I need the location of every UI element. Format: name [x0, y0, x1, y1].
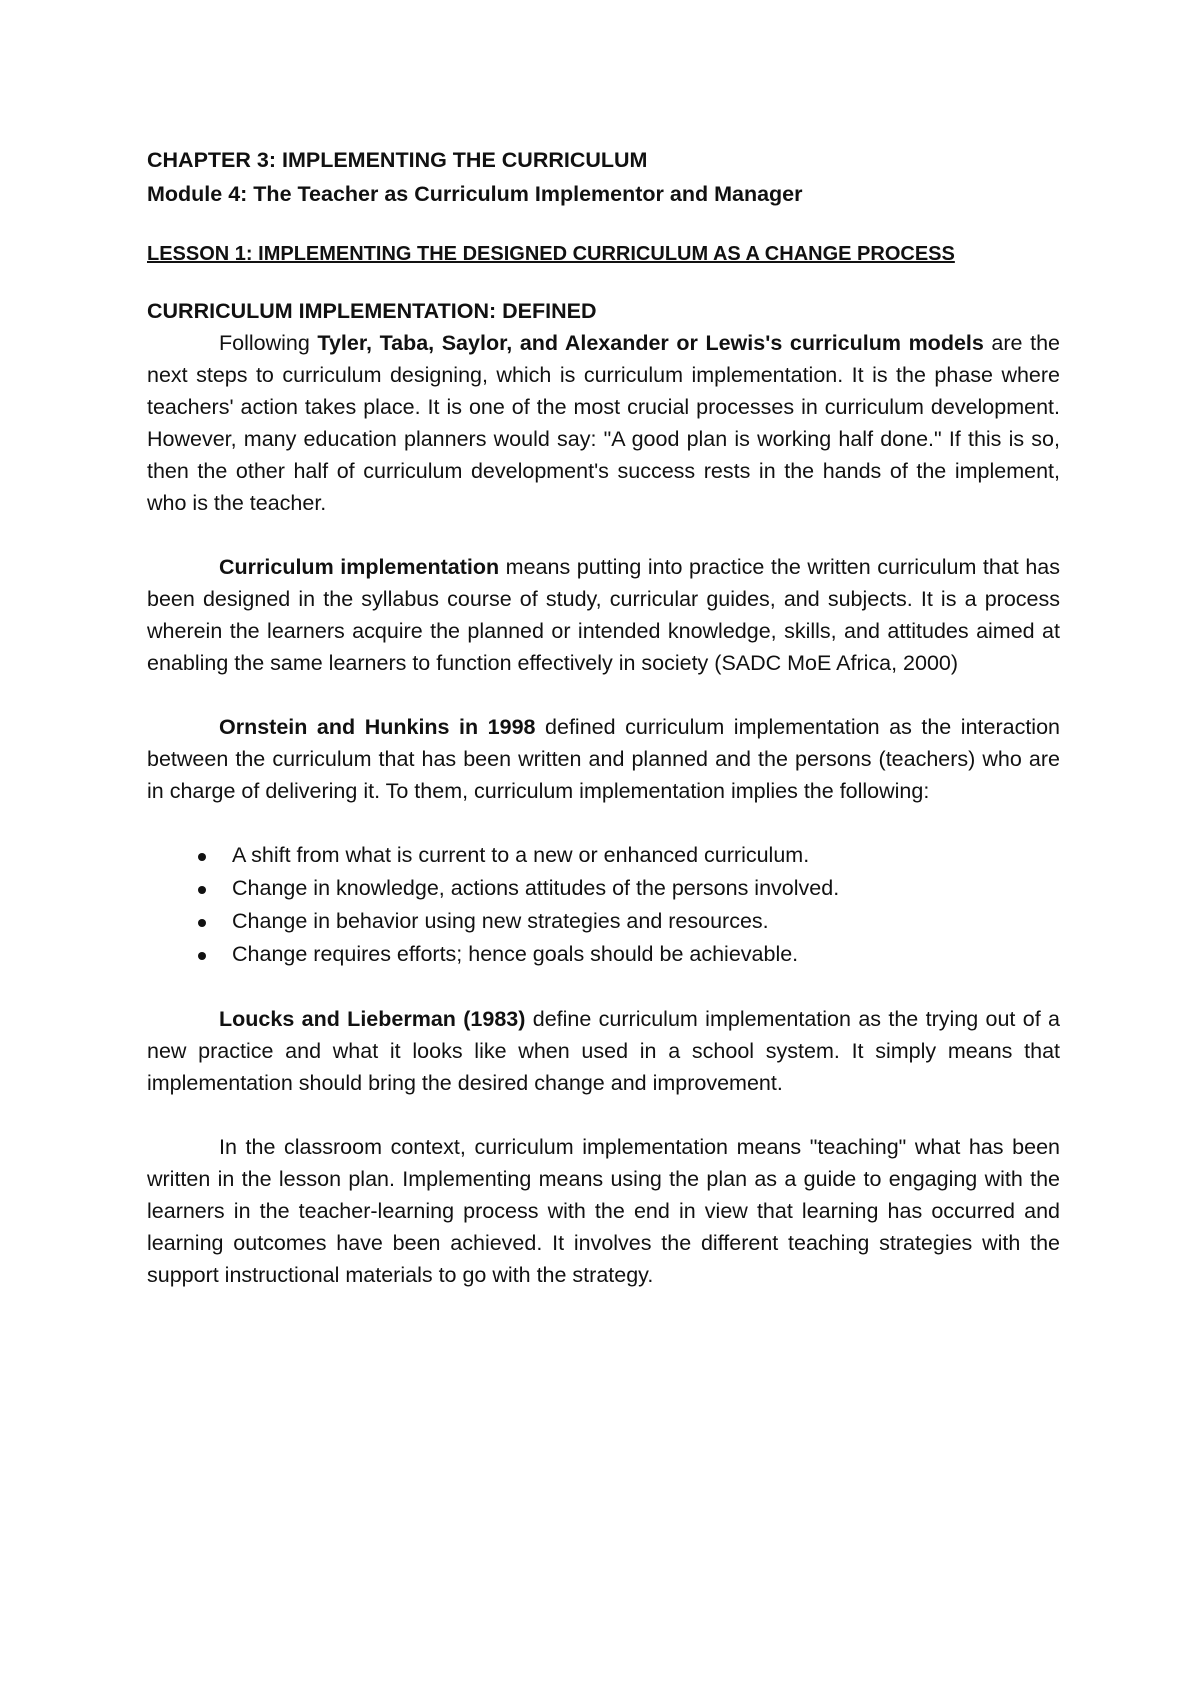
list-item-text: Change requires efforts; hence goals should be achievable. [232, 942, 799, 966]
bullet-icon [198, 952, 206, 960]
paragraph-curriculum-implementation [147, 551, 1060, 679]
list-item [232, 905, 1060, 938]
paragraph-ornstein-hunkins [147, 711, 1060, 807]
list-item-text: A shift from what is current to a new or enhanced curriculum. [232, 843, 810, 867]
paragraph-text: means putting into practice the written curriculum that has been designed in the syllabus course of study, curricular guides, and subjects. It is a process wherein the learners acquire the planned or intended knowledge, skills, and attitudes aimed at enabling the same learners to function effectively in society (SADC MoE Africa, 2000) [147, 555, 1060, 675]
paragraph-classroom-context [147, 1131, 1060, 1291]
bullet-icon [198, 919, 206, 927]
paragraph-text: are the next steps to curriculum designing, which is curriculum implementation. It is the phase where teachers' action takes place. It is one of the most crucial processes in curriculum development. However, many education planners would say: "A good plan is working half done." If this is so, then the other half of curriculum development's success rests in the hands of the implement, who is the teacher. [147, 331, 1060, 515]
list-item [232, 839, 1060, 872]
paragraph-emphasis: Tyler, Taba, Saylor, and Alexander or Lewis's curriculum models [317, 331, 984, 355]
document-page [147, 143, 1060, 1291]
implications-list [147, 839, 1060, 971]
list-item [232, 938, 1060, 971]
paragraph-emphasis: Curriculum implementation [219, 555, 500, 579]
module-title: Module 4: The Teacher as Curriculum Implementor and Manager [147, 182, 803, 206]
list-item-text: Change in knowledge, actions attitudes of the persons involved. [232, 876, 840, 900]
paragraph-text: define curriculum implementation as the trying out of a new practice and what it looks like when used in a school system. It simply means that implementation should bring the desired change and improvement. [147, 1007, 1060, 1095]
paragraph-emphasis: Ornstein and Hunkins in 1998 [219, 715, 536, 739]
chapter-title: CHAPTER 3: IMPLEMENTING THE CURRICULUM [147, 148, 648, 172]
list-item-text: Change in behavior using new strategies and resources. [232, 909, 769, 933]
lesson-title: LESSON 1: IMPLEMENTING THE DESIGNED CURRICULUM AS A CHANGE PROCESS [147, 243, 955, 265]
bullet-icon [198, 853, 206, 861]
list-item [232, 872, 1060, 905]
bullet-icon [198, 886, 206, 894]
paragraph-emphasis: Loucks and Lieberman (1983) [219, 1007, 526, 1031]
paragraph-loucks-lieberman [147, 1003, 1060, 1099]
paragraph-text: In the classroom context, curriculum implementation means "teaching" what has been written in the lesson plan. Implementing means using the plan as a guide to engaging with the learners in the teacher-learning process with the end in view that learning has occurred and learning outcomes have been achieved. It involves the different teaching strategies with the support instructional materials to go with the strategy. [147, 1135, 1060, 1287]
section-title: CURRICULUM IMPLEMENTATION: DEFINED [147, 299, 597, 323]
paragraph-text: Following [219, 331, 318, 355]
paragraph-text: defined curriculum implementation as the interaction between the curriculum that has been written and planned and the persons (teachers) who are in charge of delivering it. To them, curriculum implementation implies the following: [147, 715, 1060, 803]
paragraph-following-models [147, 327, 1060, 519]
